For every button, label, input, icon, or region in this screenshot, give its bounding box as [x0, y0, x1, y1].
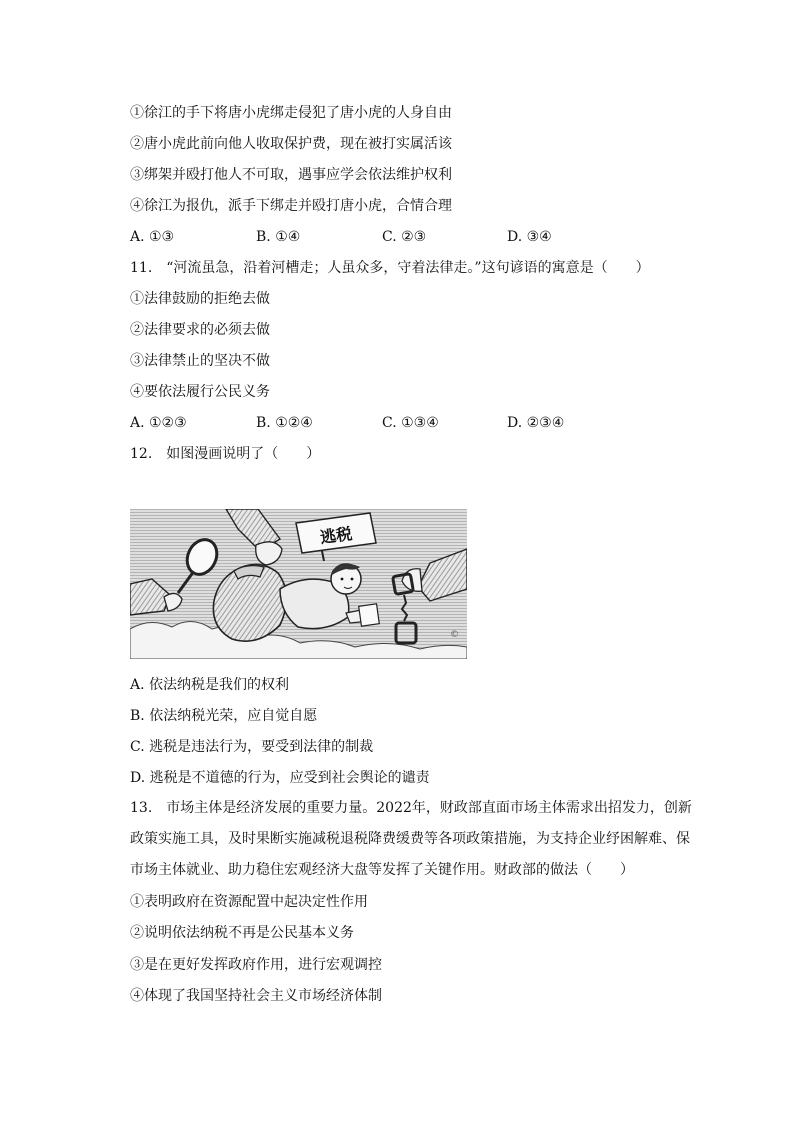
- q10-statement-2: ②唐小虎此前向他人收取保护费，现在被打实属活该: [130, 136, 452, 152]
- q10-option-a: A. ①③: [130, 229, 175, 245]
- q13-stem: 13. 市场主体是经济发展的重要力量。2022年，财政部直面市场主体需求出招发力，创新政策实施工具，及时果断实施减税退税降费缓费等各项政策措施，为支持企业纾困解难、保市场主体就业、助力稳住宏观经济大盘等发挥了关键作用。财政部的做法（ ）: [130, 800, 692, 878]
- q10-option-b: B. ①④: [256, 229, 301, 245]
- q11-statement-3: ③法律禁止的坚决不做: [130, 353, 270, 369]
- q11-statement-2: ②法律要求的必须去做: [130, 322, 270, 338]
- q11-options: [130, 413, 650, 433]
- q12-option-c: C. 逃税是违法行为，要受到法律的制裁: [130, 739, 374, 755]
- q11-option-d: D. ②③④: [507, 415, 565, 431]
- cartoon-illustration: [130, 509, 467, 659]
- q12-option-d: D. 逃税是不道德的行为，应受到社会舆论的谴责: [130, 770, 430, 786]
- q10-options: [130, 227, 650, 247]
- q12-stem: 12. 如图漫画说明了（ ）: [130, 446, 321, 462]
- q13-statement-2: ②说明依法纳税不再是公民基本义务: [130, 925, 354, 941]
- q12-option-a: A. 依法纳税是我们的权利: [130, 677, 290, 693]
- q10-statement-3: ③绑架并殴打他人不可取，遇事应学会依法维护权利: [130, 167, 452, 183]
- sign-text: 逃税: [318, 523, 354, 548]
- q11-option-c: C. ①③④: [382, 415, 439, 431]
- q11-option-b: B. ①②④: [256, 415, 313, 431]
- q10-statement-1: ①徐江的手下将唐小虎绑走侵犯了唐小虎的人身自由: [130, 105, 452, 121]
- tax-evasion-cartoon: [130, 509, 467, 659]
- q10-statement-4: ④徐江为报仇，派手下绑走并殴打唐小虎，合情合理: [130, 198, 452, 214]
- q10-option-c: C. ②③: [382, 229, 427, 245]
- q11-stem: 11. “河流虽急，沿着河槽走；人虽众多，守着法律走。”这句谚语的寓意是（ ）: [130, 260, 650, 276]
- q13-statement-3: ③是在更好发挥政府作用，进行宏观调控: [130, 957, 382, 973]
- q12-option-b: B. 依法纳税光荣，应自觉自愿: [130, 708, 318, 724]
- q13-statement-4: ④体现了我国坚持社会主义市场经济体制: [130, 988, 382, 1004]
- q11-statement-4: ④要依法履行公民义务: [130, 384, 270, 400]
- man-eye-right: [351, 578, 354, 581]
- man-eye: [341, 578, 344, 581]
- cartoon-corner-mark: ©: [450, 630, 459, 640]
- paper-icon: [359, 604, 380, 626]
- q11-option-a: A. ①②③: [130, 415, 187, 431]
- q13-statement-1: ①表明政府在资源配置中起决定性作用: [130, 894, 368, 910]
- q11-statement-1: ①法律鼓励的拒绝去做: [130, 291, 270, 307]
- q10-option-d: D. ③④: [507, 229, 552, 245]
